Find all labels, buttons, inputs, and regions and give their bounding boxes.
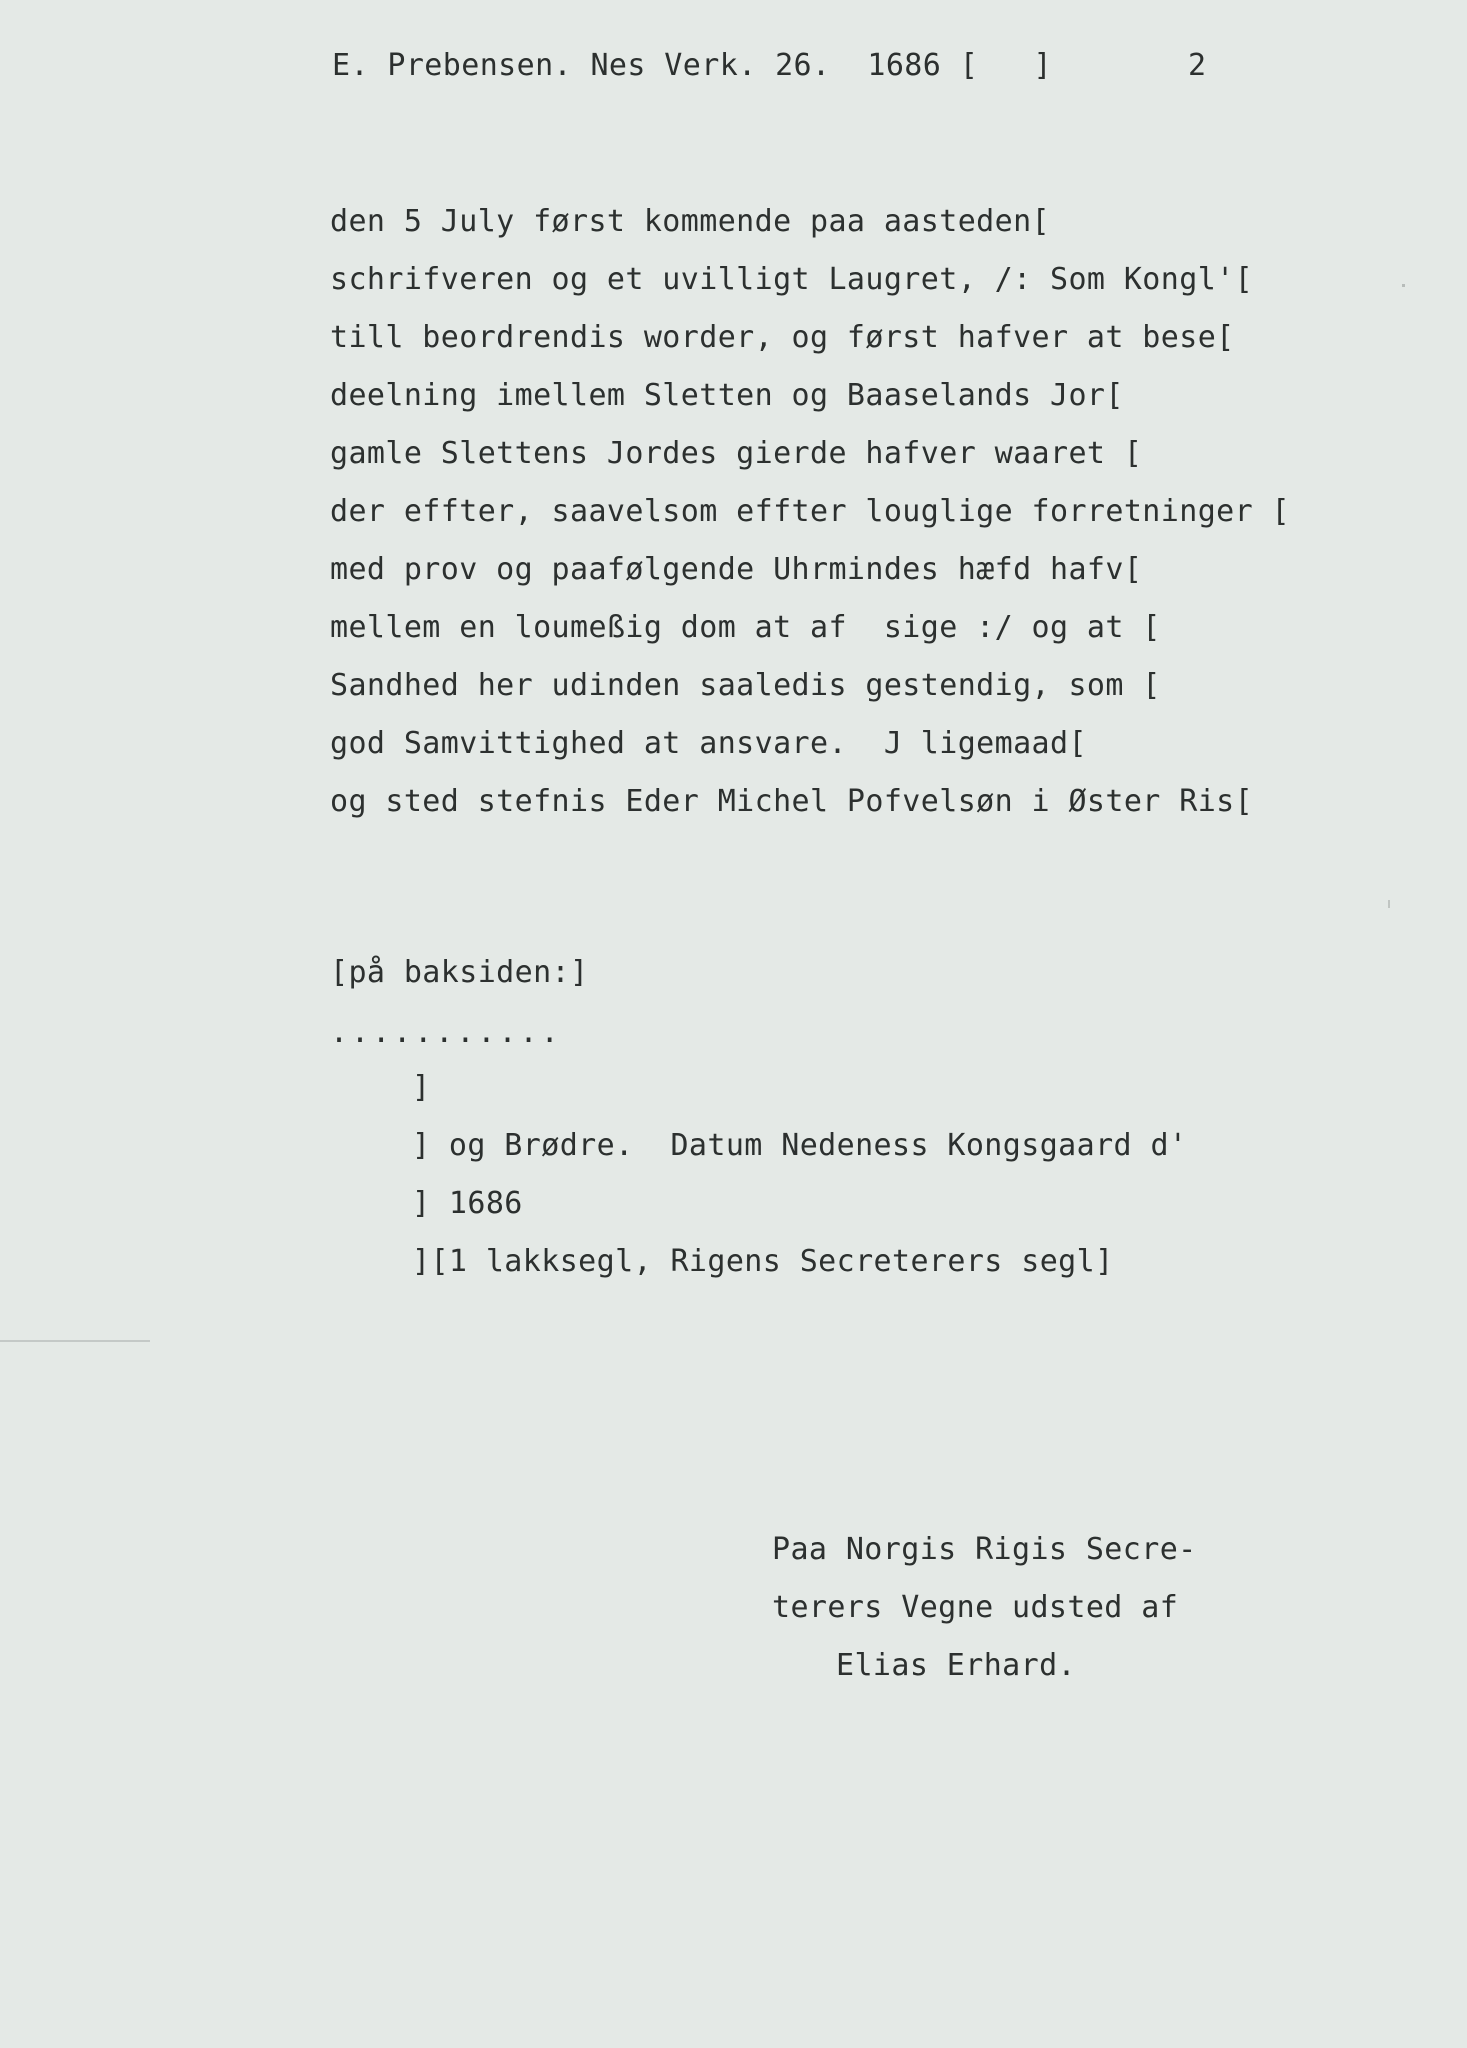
body-line: deelning imellem Sletten og Baaselands Jor[ <box>330 378 1124 413</box>
body-line: der effter, saavelsom effter louglige forretninger [ <box>330 494 1290 529</box>
body-line: schrifveren og et uvilligt Laugret, /: Som Kongl'[ <box>330 262 1254 297</box>
back-line: ][1 lakksegl, Rigens Secreterers segl] <box>412 1244 1114 1279</box>
page-number: 2 <box>1188 48 1207 83</box>
scan-mark <box>0 1340 150 1342</box>
back-line: ] <box>412 1070 431 1105</box>
scan-speck <box>1402 284 1405 287</box>
body-line: med prov og paafølgende Uhrmindes hæfd hafv[ <box>330 552 1143 587</box>
dotted-separator: ........... <box>330 1015 562 1050</box>
signature-line: Paa Norgis Rigis Secre- <box>772 1532 1197 1567</box>
body-line: Sandhed her udinden saaledis gestendig, som [ <box>330 668 1161 703</box>
body-line: till beordrendis worder, og først hafver at bese[ <box>330 320 1235 355</box>
scan-speck <box>1388 900 1390 908</box>
back-line: ] 1686 <box>412 1186 523 1221</box>
body-line: den 5 July først kommende paa aasteden[ <box>330 204 1050 239</box>
body-line: og sted stefnis Eder Michel Pofvelsøn i Øster Ris[ <box>330 784 1254 819</box>
signature-name: Elias Erhard. <box>836 1648 1076 1683</box>
signature-line: terers Vegne udsted af <box>772 1590 1179 1625</box>
body-line: god Samvittighed at ansvare. J ligemaad[ <box>330 726 1087 761</box>
back-line: ] og Brødre. Datum Nedeness Kongsgaard d' <box>412 1128 1188 1163</box>
body-line: gamle Slettens Jordes gierde hafver waaret [ <box>330 436 1143 471</box>
page-header: E. Prebensen. Nes Verk. 26. 1686 [ ] <box>332 48 1052 83</box>
back-side-label: [på baksiden:] <box>330 955 589 990</box>
body-line: mellem en loumeßig dom at af sige :/ og at [ <box>330 610 1161 645</box>
